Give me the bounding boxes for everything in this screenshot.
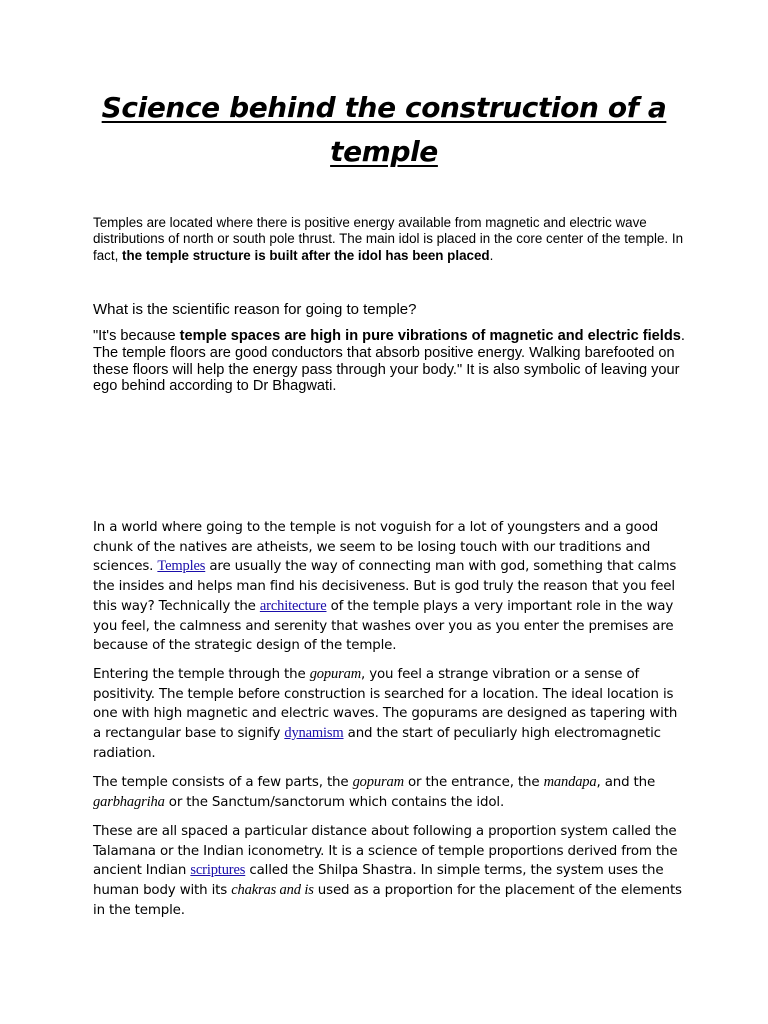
- question-heading: What is the scientific reason for going to temple?: [93, 301, 417, 318]
- intro-text: Temples are located where there is positive energy available from magnetic and electric wave distributions of north or south pole thrust. The main idol is placed in the core center of the temple. In fact,: [93, 215, 684, 263]
- para2-text-c: and the start of peculiarly high electromagnetic radiation.: [93, 726, 661, 761]
- para3-text-a: The temple consists of a few parts, the: [93, 775, 353, 790]
- para3-text-d: or the Sanctum/sanctorum which contains the idol.: [164, 794, 505, 810]
- intro-end: .: [489, 247, 494, 263]
- quote-rest: . The temple floors are good conductors that absorb positive energy. Walking barefooted on these floors will help the energy pass through your body." It is also symbolic of leaving your ego behind according to Dr Bhagwati.: [93, 328, 685, 395]
- para3-text-c: , and the: [596, 775, 656, 790]
- link-architecture[interactable]: architecture: [259, 597, 327, 614]
- document-title: Science behind the construction of a temple: [101, 91, 667, 168]
- term-gopuram: gopuram: [352, 774, 404, 790]
- para2-text-b: , you feel a strange vibration or a sense of positivity. The temple before construction is searched for a location. The ideal location is one with high magnetic and electric waves. The gopurams are designed as tapering with a rectangular base to signify: [93, 667, 678, 742]
- paragraph-2: [93, 665, 683, 764]
- paragraph-1: [93, 518, 683, 656]
- quote-bold-text: temple spaces are high in pure vibrations of magnetic and electric fields: [179, 328, 681, 344]
- intro-paragraph: [93, 215, 683, 264]
- quote-paragraph: [93, 328, 693, 395]
- paragraph-3: [93, 773, 683, 812]
- para1-text-b: are usually the way of connecting man with god, something that calms the insides and helps man find his decisiveness. But is god truly the reason that you feel this way? Technically the: [93, 559, 677, 614]
- intro-bold-text: the temple structure is built after the idol has been placed: [122, 247, 490, 263]
- para4-text-b: called the Shilpa Shastra. In simple terms, the system uses the human body with its: [93, 863, 664, 899]
- quote-start: "It's because: [93, 328, 180, 344]
- para1-text-a: In a world where going to the temple is not voguish for a lot of youngsters and a good chunk of the natives are atheists, we seem to be losing touch with our traditions and sciences.: [93, 520, 659, 575]
- link-scriptures[interactable]: scriptures: [190, 862, 246, 879]
- term-gopuram: gopuram: [309, 666, 362, 682]
- para4-text-c: used as a proportion for the placement of the elements in the temple.: [93, 883, 682, 918]
- paragraph-4: [93, 822, 683, 921]
- link-temples[interactable]: Temples: [157, 558, 206, 575]
- term-chakras: chakras and is: [231, 882, 314, 899]
- link-dynamism[interactable]: dynamism: [284, 725, 344, 742]
- term-mandapa: mandapa: [543, 774, 597, 790]
- para2-text-a: Entering the temple through the: [93, 667, 310, 682]
- term-garbhagriha: garbhagriha: [93, 793, 165, 810]
- para3-text-b: or the entrance, the: [403, 775, 544, 790]
- para1-text-c: of the temple plays a very important role in the way you feel, the calmness and serenity that washes over you as you enter the premises are because of the strategic design of the temple.: [93, 598, 674, 654]
- para4-text-a: These are all spaced a particular distance about following a proportion system called the Talamana or the Indian iconometry. It is a science of temple proportions derived from the ancient Indian: [93, 824, 678, 879]
